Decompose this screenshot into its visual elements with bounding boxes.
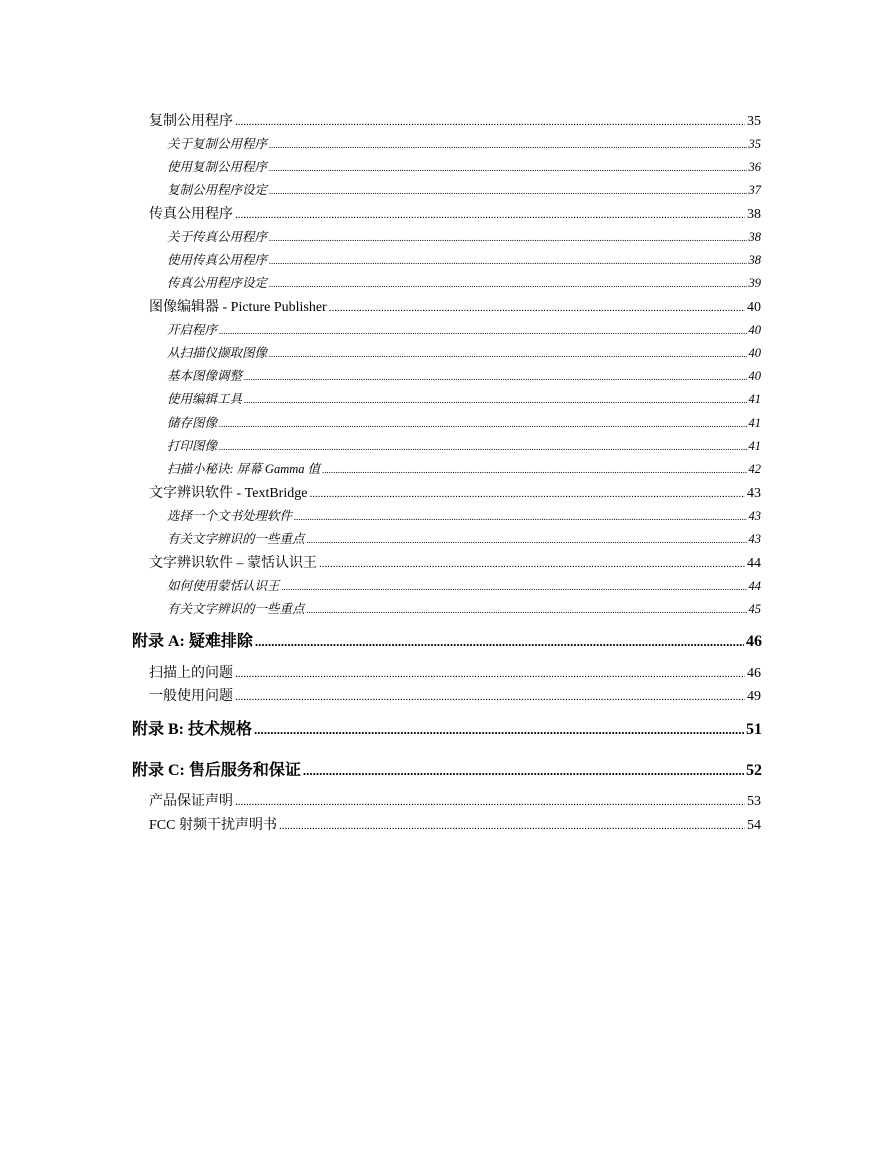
toc-entry-title: 扫描小秘诀: 屏幕 Gamma 值 [167, 462, 321, 476]
toc-entry-title: 复制公用程序 [149, 114, 233, 129]
toc-entry-title: 开启程序 [167, 323, 218, 337]
toc-leader-dots [303, 763, 744, 779]
toc-entry-chapter[interactable] [132, 716, 762, 739]
toc-entry-page-number: 40 [748, 323, 761, 337]
toc-leader-dots [269, 163, 746, 173]
toc-entry-page-number: 45 [748, 602, 761, 616]
toc-leader-dots [235, 668, 745, 680]
toc-entry-sub[interactable] [167, 506, 761, 524]
toc-entry-title: 如何使用蒙恬认识王 [167, 579, 280, 593]
toc-entry-sub[interactable] [167, 250, 761, 268]
toc-entry-title: 扫描上的问题 [149, 666, 233, 681]
toc-entry-page-number: 51 [746, 721, 762, 738]
toc-entry-title: 附录 C: 售后服务和保证 [132, 762, 301, 779]
toc-entry-page-number: 49 [747, 689, 761, 704]
toc-entry-title: 文字辨识软件 – 蒙恬认识王 [149, 556, 317, 571]
toc-entry-sub[interactable] [167, 529, 761, 547]
toc-leader-dots [269, 279, 746, 289]
toc-entry-section[interactable] [149, 296, 761, 316]
toc-entry-sub[interactable] [167, 343, 761, 361]
toc-entry-title: 图像编辑器 - Picture Publisher [149, 300, 327, 315]
toc-entry-section[interactable] [149, 482, 761, 502]
toc-entry-title: 使用复制公用程序 [167, 160, 268, 174]
toc-entry-page-number: 36 [748, 160, 761, 174]
toc-entry-sub[interactable] [167, 180, 761, 198]
toc-entry-sub[interactable] [167, 413, 761, 431]
toc-entry-title: 打印图像 [167, 439, 218, 453]
toc-leader-dots [269, 233, 746, 243]
toc-leader-dots [329, 302, 745, 314]
toc-leader-dots [219, 419, 746, 429]
toc-entry-page-number: 38 [748, 230, 761, 244]
toc-leader-dots [219, 326, 746, 336]
toc-leader-dots [269, 256, 746, 266]
toc-entry-title: 有关文字辨识的一些重点 [167, 532, 305, 546]
toc-entry-sub[interactable] [167, 273, 761, 291]
toc-entry-section[interactable] [149, 790, 761, 810]
toc-entry-page-number: 44 [748, 579, 761, 593]
toc-entry-title: 附录 B: 技术规格 [132, 721, 253, 738]
toc-entry-section[interactable] [149, 110, 761, 130]
toc-leader-dots [294, 512, 746, 522]
toc-entry-title: 储存图像 [167, 416, 218, 430]
toc-entry-title: 关于传真公用程序 [167, 230, 268, 244]
toc-leader-dots [235, 691, 745, 703]
toc-entry-title: 产品保证声明 [149, 794, 233, 809]
toc-leader-dots [307, 535, 747, 545]
toc-entry-page-number: 54 [747, 818, 761, 833]
toc-entry-section[interactable] [149, 662, 761, 682]
toc-entry-page-number: 43 [747, 486, 761, 501]
toc-entry-title: 基本图像调整 [167, 369, 243, 383]
toc-leader-dots [319, 558, 745, 570]
toc-entry-sub[interactable] [167, 459, 761, 477]
toc-entry-title: 有关文字辨识的一些重点 [167, 602, 305, 616]
toc-leader-dots [269, 186, 746, 196]
toc-leader-dots [307, 605, 747, 615]
toc-entry-page-number: 38 [748, 253, 761, 267]
toc-entry-title: 使用编辑工具 [167, 392, 243, 406]
toc-leader-dots [254, 722, 744, 738]
toc-entry-sub[interactable] [167, 436, 761, 454]
toc-entry-sub[interactable] [167, 227, 761, 245]
toc-entry-sub[interactable] [167, 320, 761, 338]
toc-entry-page-number: 46 [746, 633, 762, 650]
toc-entry-chapter[interactable] [132, 757, 762, 780]
toc-entry-title: FCC 射频干扰声明书 [149, 818, 277, 833]
toc-entry-title: 一般使用问题 [149, 689, 233, 704]
toc-entry-section[interactable] [149, 552, 761, 572]
toc-entry-title: 使用传真公用程序 [167, 253, 268, 267]
toc-leader-dots [219, 442, 746, 452]
toc-entry-section[interactable] [149, 203, 761, 223]
toc-entry-title: 文字辨识软件 - TextBridge [149, 486, 308, 501]
toc-entry-title: 传真公用程序 [149, 207, 233, 222]
toc-entry-page-number: 40 [748, 346, 761, 360]
toc-entry-sub[interactable] [167, 599, 761, 617]
toc-leader-dots [244, 395, 746, 405]
toc-entry-page-number: 52 [746, 762, 762, 779]
toc-leader-dots [235, 116, 745, 128]
toc-entry-page-number: 41 [748, 416, 761, 430]
toc-entry-page-number: 41 [748, 439, 761, 453]
toc-entry-sub[interactable] [167, 157, 761, 175]
toc-entry-page-number: 39 [748, 276, 761, 290]
toc-entry-title: 选择一个文书处理软件 [167, 509, 293, 523]
toc-entry-page-number: 41 [748, 392, 761, 406]
toc-entry-title: 传真公用程序设定 [167, 276, 268, 290]
toc-entry-chapter[interactable] [132, 628, 762, 651]
toc-leader-dots [235, 209, 745, 221]
toc-entry-title: 关于复制公用程序 [167, 137, 268, 151]
toc-leader-dots [282, 582, 747, 592]
toc-entry-page-number: 38 [747, 207, 761, 222]
toc-entry-sub[interactable] [167, 389, 761, 407]
toc-entry-page-number: 42 [748, 462, 761, 476]
toc-entry-page-number: 35 [747, 114, 761, 129]
toc-leader-dots [269, 349, 746, 359]
toc-leader-dots [309, 488, 745, 500]
toc-entry-page-number: 37 [748, 183, 761, 197]
toc-entry-page-number: 40 [747, 300, 761, 315]
toc-entry-page-number: 46 [747, 666, 761, 681]
toc-entry-page-number: 53 [747, 794, 761, 809]
toc-entry-page-number: 40 [748, 369, 761, 383]
toc-entry-page-number: 35 [748, 137, 761, 151]
toc-entry-section[interactable] [149, 814, 761, 834]
toc-leader-dots [322, 465, 746, 475]
toc-leader-dots [269, 140, 746, 150]
toc-entry-section[interactable] [149, 685, 761, 705]
toc-leader-dots [255, 634, 744, 650]
toc-leader-dots [244, 372, 746, 382]
toc-entry-sub[interactable] [167, 576, 761, 594]
toc-entry-sub[interactable] [167, 366, 761, 384]
toc-entry-page-number: 43 [748, 509, 761, 523]
toc-entry-title: 从扫描仪撷取图像 [167, 346, 268, 360]
toc-entry-sub[interactable] [167, 134, 761, 152]
toc-entry-page-number: 44 [747, 556, 761, 571]
toc-entry-title: 附录 A: 疑难排除 [132, 633, 253, 650]
toc-entry-page-number: 43 [748, 532, 761, 546]
toc-leader-dots [235, 796, 745, 808]
toc-entry-title: 复制公用程序设定 [167, 183, 268, 197]
toc-leader-dots [279, 820, 745, 832]
